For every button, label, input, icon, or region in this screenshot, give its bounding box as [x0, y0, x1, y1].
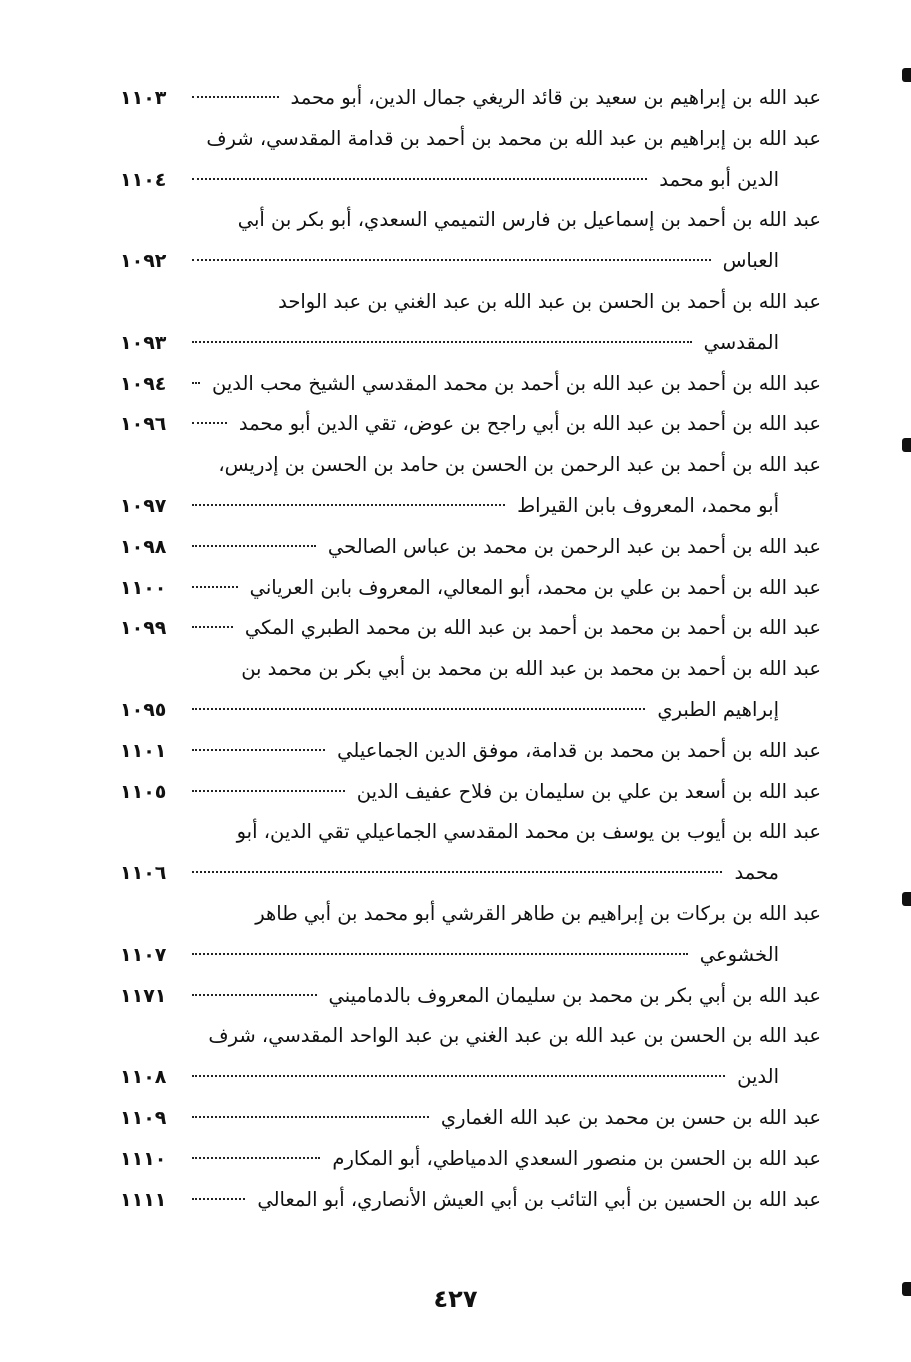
dot-leader — [192, 749, 325, 751]
entry-name: عبد الله بن أحمد بن محمد بن قدامة، موفق الدين الجماعيلي — [337, 738, 821, 762]
entry-name: الدين — [737, 1065, 779, 1089]
index-entry — [120, 1139, 821, 1180]
index-entry — [120, 119, 821, 201]
dot-leader — [192, 1116, 428, 1118]
entry-page-number: ١٠٩٩ — [120, 617, 167, 640]
entry-line — [120, 935, 821, 976]
index-entry — [120, 364, 821, 405]
entry-line — [120, 772, 821, 813]
entry-line — [120, 1016, 821, 1057]
dot-leader — [192, 259, 710, 261]
dot-leader — [192, 1198, 245, 1200]
dot-leader — [192, 626, 232, 628]
dot-leader — [192, 178, 647, 180]
entry-line — [120, 1139, 821, 1180]
index-entry — [120, 649, 821, 731]
entry-page-number: ١١١١ — [120, 1188, 167, 1211]
entry-page-number: ١١٠٣ — [120, 87, 167, 109]
dot-leader — [192, 504, 505, 506]
page-number: ٤٢٧ — [433, 1285, 478, 1313]
dot-leader — [192, 96, 278, 98]
dot-leader — [192, 422, 226, 424]
index-entry — [120, 1180, 821, 1221]
entry-page-number: ١١٠٧ — [120, 943, 167, 966]
entry-name: محمد — [734, 861, 779, 885]
dot-leader — [192, 341, 691, 343]
entry-page-number: ١٠٩٢ — [120, 250, 167, 273]
index-entry — [120, 976, 821, 1017]
entry-line — [120, 445, 821, 486]
entry-line — [120, 404, 821, 445]
entry-page-number: ١١٠٦ — [120, 862, 167, 885]
dot-leader — [192, 871, 722, 873]
entry-name: عبد الله بن إبراهيم بن سعيد بن قائد الريغي جمال الدين، أبو محمد — [290, 86, 821, 109]
entry-name: عبد الله بن أحمد بن الحسن بن عبد الله بن عبد الغني بن عبد الواحد — [278, 289, 821, 313]
entry-page-number: ١٠٩٦ — [120, 413, 167, 436]
entry-line — [120, 119, 821, 160]
index-entry — [120, 1098, 821, 1139]
entry-name: عبد الله بن أحمد بن إسماعيل بن فارس التميمي السعدي، أبو بكر بن أبي — [237, 208, 821, 232]
entry-page-number: ١١٠٩ — [120, 1106, 167, 1129]
dot-leader — [192, 586, 237, 588]
entry-page-number: ١١٠٨ — [120, 1066, 167, 1089]
entry-name: أبو محمد، المعروف بابن القيراط — [517, 493, 779, 517]
entry-name: عبد الله بن أحمد بن عبد الرحمن بن الحسن بن حامد بن الحسن بن إدريس، — [218, 453, 821, 477]
entry-name: عبد الله بن إبراهيم بن عبد الله بن محمد بن أحمد بن قدامة المقدسي، شرف — [206, 126, 821, 150]
entry-page-number: ١١٧١ — [120, 984, 167, 1007]
dot-leader — [192, 545, 315, 547]
entry-name: عبد الله بن أحمد بن محمد بن أحمد بن عبد الله بن محمد الطبري المكي — [244, 616, 821, 640]
entry-page-number: ١١٠٠ — [120, 576, 167, 599]
entry-page-number: ١١٠٤ — [120, 168, 167, 191]
entry-name: عبد الله بن أحمد بن عبد الله بن أحمد بن محمد المقدسي الشيخ محب الدين — [211, 371, 821, 395]
entry-page-number: ١٠٩٣ — [120, 331, 167, 354]
index-entries — [120, 78, 821, 1220]
entry-name: المقدسي — [703, 330, 779, 354]
dot-leader — [192, 994, 316, 996]
entry-line — [120, 160, 821, 201]
entry-line — [120, 200, 821, 241]
index-entry — [120, 812, 821, 894]
entry-line — [120, 812, 821, 853]
entry-page-number: ١٠٩٤ — [120, 372, 167, 395]
dot-leader — [192, 790, 344, 792]
entry-name: عبد الله بن أسعد بن علي بن سليمان بن فلاح عفيف الدين — [356, 779, 821, 803]
entry-name: العباس — [722, 249, 779, 273]
index-entry — [120, 404, 821, 445]
entry-line — [120, 1180, 821, 1221]
index-entry — [120, 568, 821, 609]
entry-line — [120, 241, 821, 282]
entry-line — [120, 1098, 821, 1139]
entry-line — [120, 649, 821, 690]
index-entry — [120, 200, 821, 282]
index-entry — [120, 527, 821, 568]
entry-name: عبد الله بن أحمد بن محمد بن عبد الله بن محمد بن أبي بكر بن محمد بن — [241, 657, 821, 681]
index-entry — [120, 731, 821, 772]
entry-line — [120, 78, 821, 119]
entry-name: عبد الله بن الحسين بن أبي التائب بن أبي العيش الأنصاري، أبو المعالي — [257, 1187, 821, 1211]
dot-leader — [192, 953, 687, 955]
dot-leader — [192, 1157, 320, 1159]
index-entry — [120, 608, 821, 649]
entry-name: عبد الله بن أيوب بن يوسف بن محمد المقدسي الجماعيلي تقي الدين، أبو — [236, 820, 821, 844]
index-entry — [120, 772, 821, 813]
entry-line — [120, 731, 821, 772]
entry-line — [120, 690, 821, 731]
entry-line — [120, 608, 821, 649]
index-entry — [120, 894, 821, 976]
entry-line — [120, 364, 821, 405]
entry-name: عبد الله بن الحسن بن منصور السعدي الدمياطي، أبو المكارم — [332, 1146, 821, 1170]
dot-leader — [192, 382, 200, 384]
scan-edge-mark — [902, 68, 911, 82]
entry-name: عبد الله بن أبي بكر بن محمد بن سليمان المعروف بالدماميني — [328, 983, 821, 1007]
entry-line — [120, 976, 821, 1017]
entry-line — [120, 527, 821, 568]
entry-name: عبد الله بن أحمد بن علي بن محمد، أبو المعالي، المعروف بابن العرياني — [249, 575, 821, 599]
entry-name: عبد الله بن أحمد بن عبد الرحمن بن محمد بن عباس الصالحي — [327, 534, 821, 558]
entry-name: عبد الله بن حسن بن محمد بن عبد الله الغماري — [440, 1105, 821, 1129]
entry-page-number: ١١٠١ — [120, 739, 167, 762]
entry-name: الخشوعي — [699, 942, 779, 966]
index-entry — [120, 445, 821, 527]
entry-page-number: ١٠٩٨ — [120, 535, 167, 558]
scan-edge-mark — [902, 1282, 911, 1296]
entry-page-number: ١٠٩٥ — [120, 698, 167, 721]
entry-page-number: ١٠٩٧ — [120, 494, 167, 517]
scan-edge-mark — [902, 892, 911, 906]
dot-leader — [192, 1075, 725, 1077]
index-entry — [120, 78, 821, 119]
entry-page-number: ١١٠٥ — [120, 780, 167, 803]
entry-line — [120, 853, 821, 894]
index-entry — [120, 1016, 821, 1098]
entry-name: عبد الله بن الحسن بن عبد الله بن عبد الغني بن عبد الواحد المقدسي، شرف — [208, 1024, 821, 1048]
entry-line — [120, 894, 821, 935]
entry-line — [120, 486, 821, 527]
index-entry — [120, 282, 821, 364]
entry-line — [120, 282, 821, 323]
entry-name: عبد الله بن بركات بن إبراهيم بن طاهر القرشي أبو محمد بن أبي طاهر — [255, 901, 821, 925]
entry-page-number: ١١١٠ — [120, 1147, 167, 1170]
entry-name: إبراهيم الطبري — [657, 697, 779, 721]
scan-edge-mark — [902, 438, 911, 452]
entry-line — [120, 323, 821, 364]
entry-name: الدين أبو محمد — [659, 167, 779, 191]
dot-leader — [192, 708, 645, 710]
entry-line — [120, 568, 821, 609]
entry-line — [120, 1057, 821, 1098]
entry-name: عبد الله بن أحمد بن عبد الله بن أبي راجح بن عوض، تقي الدين أبو محمد — [238, 412, 821, 436]
